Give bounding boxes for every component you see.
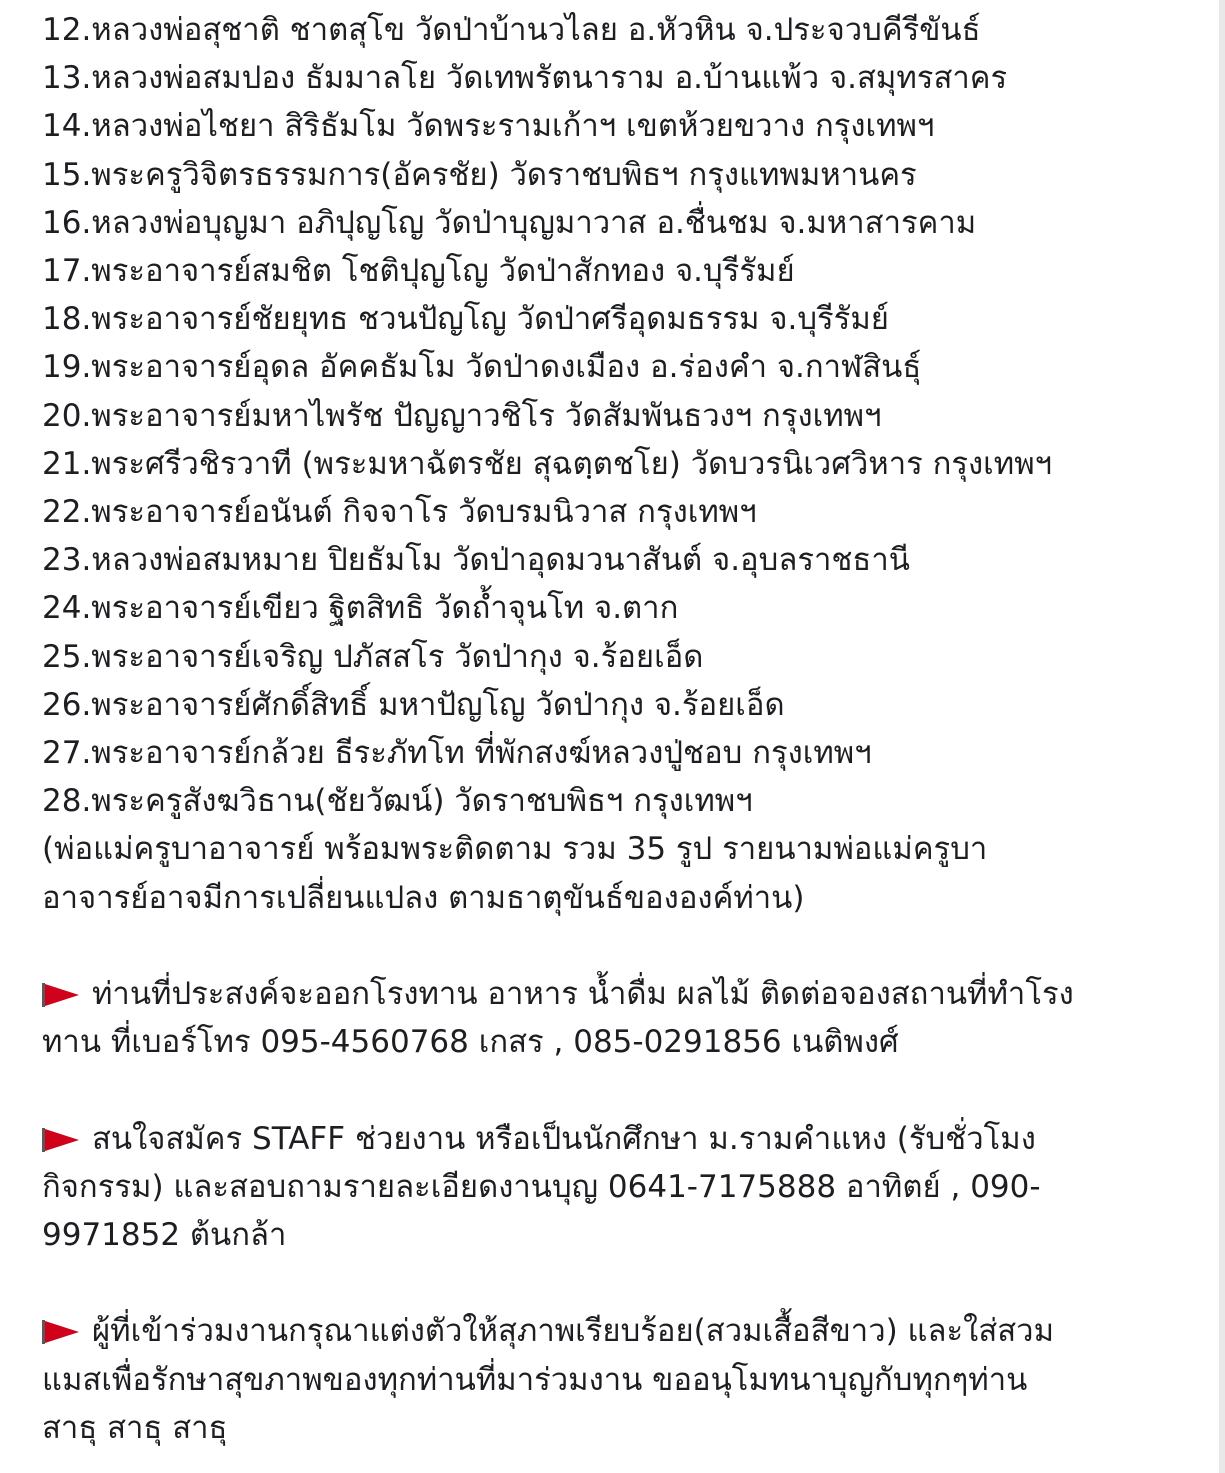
list-item: 20.พระอาจารย์มหาไพรัช ปัญญาวชิโร วัดสัมพันธวงฯ กรุงเทพฯ (42, 397, 882, 434)
list-note (42, 825, 1185, 921)
announcement-dress-code (42, 1307, 1185, 1452)
announcement-line (42, 1115, 1185, 1163)
announcement-line: กิจกรรม) และสอบถามรายละเอียดงานบุญ 0641-7175888 อาทิตย์ , 090- (42, 1168, 1041, 1205)
announcement-text: สนใจสมัคร STAFF ช่วยงาน หรือเป็นนักศึกษา ม.รามคำแหง (รับชั่วโมง (92, 1120, 1036, 1157)
list-item: 22.พระอาจารย์อนันต์ กิจจาโร วัดบรมนิวาส กรุงเทพฯ (42, 494, 757, 531)
announcement-line: แมสเพื่อรักษาสุขภาพของทุกท่านที่มาร่วมงาน ขออนุโมทนาบุญกับทุกๆท่าน (42, 1361, 1028, 1398)
paragraph-gap (42, 1259, 1185, 1307)
announcement-text: ผู้ที่เข้าร่วมงานกรุณาแต่งตัวให้สุภาพเรียบร้อย(สวมเสื้อสีขาว) และใส่สวม (92, 1313, 1054, 1350)
announcement-staff-signup (42, 1115, 1185, 1260)
list-item: 18.พระอาจารย์ชัยยุทธ ชวนปัญโญ วัดป่าศรีอุดมธรรม จ.บุรีรัมย์ (42, 301, 889, 338)
list-item: 12.หลวงพ่อสุชาติ ชาตสุโข วัดป่าบ้านวไลย อ.หัวหิน จ.ประจวบคีรีขันธ์ (42, 12, 981, 48)
list-item: 21.พระศรีวชิรวาที (พระมหาฉัตรชัย สุฉตฺตชโย) วัดบวรนิเวศวิหาร กรุงเทพฯ (42, 445, 1053, 482)
monk-list (42, 6, 1185, 825)
announcement-line: 9971852 ต้นกล้า (42, 1217, 287, 1254)
list-item: 27.พระอาจารย์กล้วย ธีระภัทโท ที่พักสงฆ์หลวงปู่ชอบ กรุงเทพฯ (42, 735, 872, 772)
list-item: 23.หลวงพ่อสมหมาย ปิยธัมโม วัดป่าอุดมวนาสันต์ จ.อุบลราชธานี (42, 542, 910, 579)
list-item: 19.พระอาจารย์อุดล อัคคธัมโม วัดป่าดงเมือง อ.ร่องคำ จ.กาฬสินธุ์ (42, 349, 922, 386)
list-item: 17.พระอาจารย์สมชิต โชติปุญโญ วัดป่าสักทอง จ.บุรีรัมย์ (42, 253, 795, 290)
list-item: 16.หลวงพ่อบุญมา อภิปุญโญ วัดป่าบุญมาวาส อ.ชื่นชม จ.มหาสารคาม (42, 204, 977, 241)
announcement-line (42, 1307, 1185, 1355)
list-item: 28.พระครูสังฆวิธาน(ชัยวัฒน์) วัดราชบพิธฯ กรุงเทพฯ (42, 783, 753, 820)
paragraph-gap (42, 1066, 1185, 1114)
note-line: อาจารย์อาจมีการเปลี่ยนแปลง ตามธาตุขันธ์ขององค์ท่าน) (42, 879, 805, 916)
announcement-food-stall (42, 970, 1185, 1066)
scroll-edge (1219, 0, 1225, 1473)
list-item: 24.พระอาจารย์เขียว ฐิตสิทธิ วัดถ้ำจุนโท จ.ตาก (42, 590, 679, 627)
list-item: 26.พระอาจารย์ศักดิ์สิทธิ์ มหาปัญโญ วัดป่ากุง จ.ร้อยเอ็ด (42, 686, 785, 723)
list-item: 25.พระอาจารย์เจริญ ปภัสสโร วัดป่ากุง จ.ร้อยเอ็ด (42, 638, 704, 675)
list-item: 15.พระครูวิจิตรธรรมการ(อัครชัย) วัดราชบพิธฯ กรุงแทพมหานคร (42, 156, 917, 193)
list-item: 13.หลวงพ่อสมปอง ธัมมาลโย วัดเทพรัตนาราม อ.บ้านแพ้ว จ.สมุทรสาคร (42, 60, 1008, 97)
announcement-line: สาธุ สาธุ สาธุ (42, 1409, 228, 1446)
triangular-flag-icon (42, 983, 80, 1007)
paragraph-gap (42, 922, 1185, 970)
triangular-flag-icon (42, 1128, 80, 1152)
announcement-text: ท่านที่ประสงค์จะออกโรงทาน อาหาร น้ำดื่ม ผลไม้ ติดต่อจองสถานที่ทำโรง (92, 976, 1074, 1013)
announcement-line (42, 970, 1185, 1018)
announcement-line: ทาน ที่เบอร์โทร 095-4560768 เกสร , 085-0291856 เนติพงศ์ (42, 1024, 899, 1061)
note-line: (พ่อแม่ครูบาอาจารย์ พร้อมพระติดตาม รวม 35 รูป รายนามพ่อแม่ครูบา (42, 831, 988, 868)
triangular-flag-icon (42, 1320, 80, 1344)
list-item: 14.หลวงพ่อไชยา สิริธัมโม วัดพระรามเก้าฯ เขตห้วยขวาง กรุงเทพฯ (42, 108, 935, 145)
